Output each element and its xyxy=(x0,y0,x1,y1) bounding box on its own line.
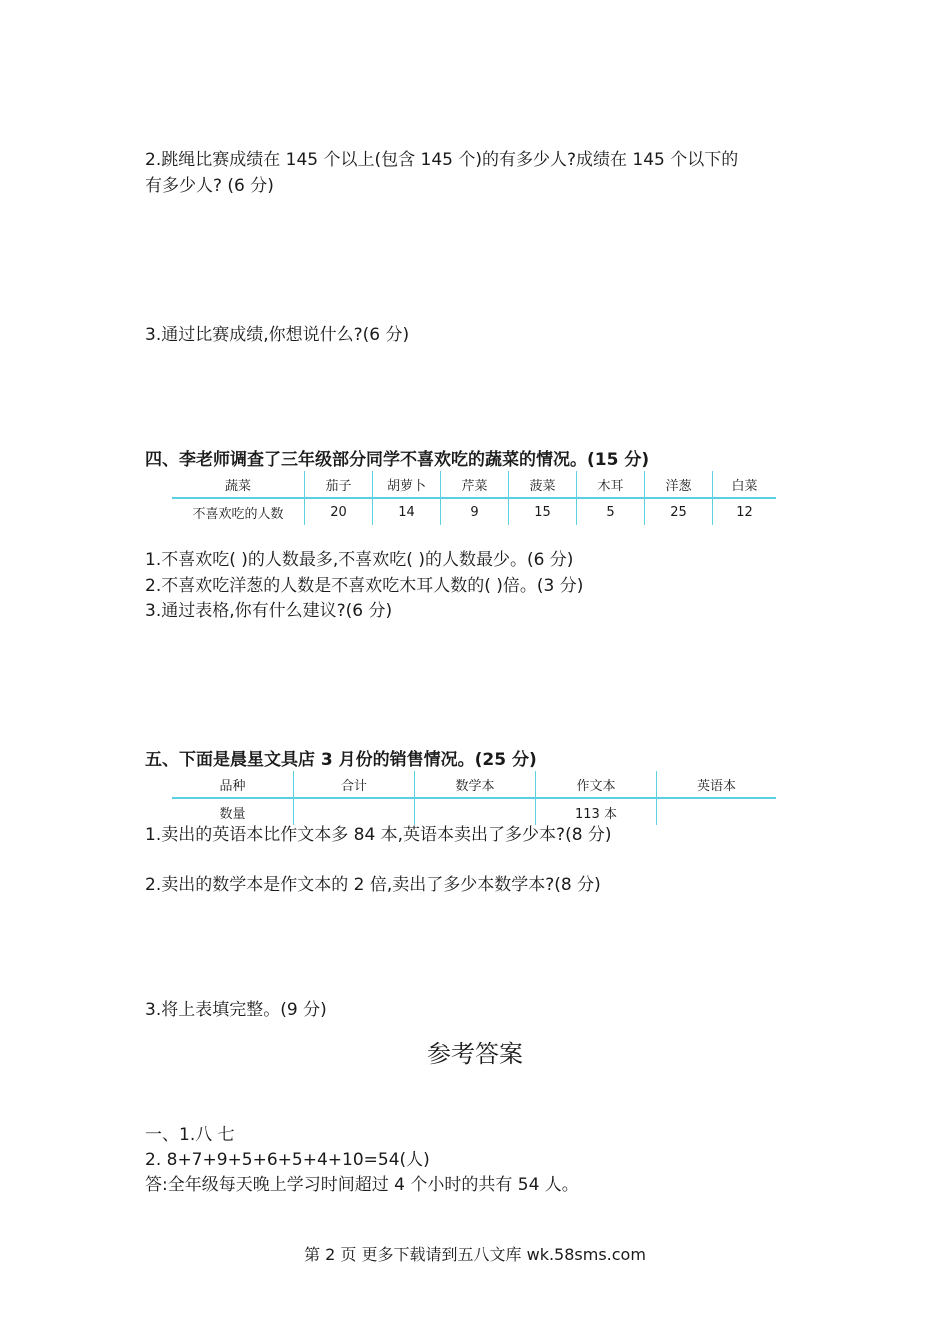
section-5-question-1: 1.卖出的英语本比作文本多 84 本,英语本卖出了多少本?(8 分) xyxy=(145,825,612,845)
table-cell: 木耳 xyxy=(576,471,644,497)
section-5-question-3: 3.将上表填完整。(9 分) xyxy=(145,1000,327,1020)
stationery-table-header xyxy=(172,771,776,799)
table-cell: 洋葱 xyxy=(644,471,712,497)
table-cell: 合计 xyxy=(293,771,414,797)
table-cell: 英语本 xyxy=(656,771,776,797)
table-cell: 胡萝卜 xyxy=(372,471,440,497)
stationery-table-row xyxy=(172,799,776,825)
table-cell: 不喜欢吃的人数 xyxy=(192,506,284,522)
answers-title: 参考答案 xyxy=(427,1040,523,1068)
vegetable-table-header xyxy=(172,471,776,499)
table-cell: 20 xyxy=(304,499,372,525)
section-5-title: 五、下面是晨星文具店 3 月份的销售情况。(25 分) xyxy=(145,750,537,770)
table-cell: 芹菜 xyxy=(440,471,508,497)
table-cell: 茄子 xyxy=(304,471,372,497)
answer-line-2: 2. 8+7+9+5+6+5+4+10=54(人) xyxy=(145,1150,430,1170)
section-5-question-2: 2.卖出的数学本是作文本的 2 倍,卖出了多少本数学本?(8 分) xyxy=(145,875,601,895)
answer-line-1: 一、1.八 七 xyxy=(145,1125,235,1145)
section-4-question-1: 1.不喜欢吃( )的人数最多,不喜欢吃( )的人数最少。(6 分) xyxy=(145,550,574,570)
table-cell: 9 xyxy=(440,499,508,525)
table-cell: 作文本 xyxy=(535,771,656,797)
table-cell: 113 本 xyxy=(535,799,656,825)
table-cell xyxy=(293,799,414,825)
stationery-table xyxy=(172,771,776,825)
vegetable-table xyxy=(172,471,776,525)
table-cell: 品种 xyxy=(219,778,246,794)
table-cell xyxy=(656,799,776,825)
question-3: 3.通过比赛成绩,你想说什么?(6 分) xyxy=(145,325,410,345)
vegetable-table-row xyxy=(172,499,776,525)
table-cell: 白菜 xyxy=(712,471,776,497)
table-cell: 菠菜 xyxy=(508,471,576,497)
table-cell: 5 xyxy=(576,499,644,525)
table-cell: 14 xyxy=(372,499,440,525)
section-4-question-3: 3.通过表格,你有什么建议?(6 分) xyxy=(145,601,393,621)
table-cell: 蔬菜 xyxy=(224,478,251,494)
section-4-title: 四、李老师调查了三年级部分同学不喜欢吃的蔬菜的情况。(15 分) xyxy=(145,450,650,470)
table-cell: 15 xyxy=(508,499,576,525)
table-cell xyxy=(414,799,535,825)
table-cell: 数量 xyxy=(219,806,246,822)
table-cell: 数学本 xyxy=(414,771,535,797)
section-4-question-2: 2.不喜欢吃洋葱的人数是不喜欢吃木耳人数的( )倍。(3 分) xyxy=(145,576,584,596)
table-cell: 12 xyxy=(712,499,776,525)
table-cell: 25 xyxy=(644,499,712,525)
page-footer: 第 2 页 更多下载请到五八文库 wk.58sms.com xyxy=(304,1245,646,1264)
question-2-line-2: 有多少人? (6 分) xyxy=(145,176,274,196)
question-2-line-1: 2.跳绳比赛成绩在 145 个以上(包含 145 个)的有多少人?成绩在 145 个以下的 xyxy=(145,150,739,170)
answer-line-3: 答:全年级每天晚上学习时间超过 4 个小时的共有 54 人。 xyxy=(145,1175,579,1195)
